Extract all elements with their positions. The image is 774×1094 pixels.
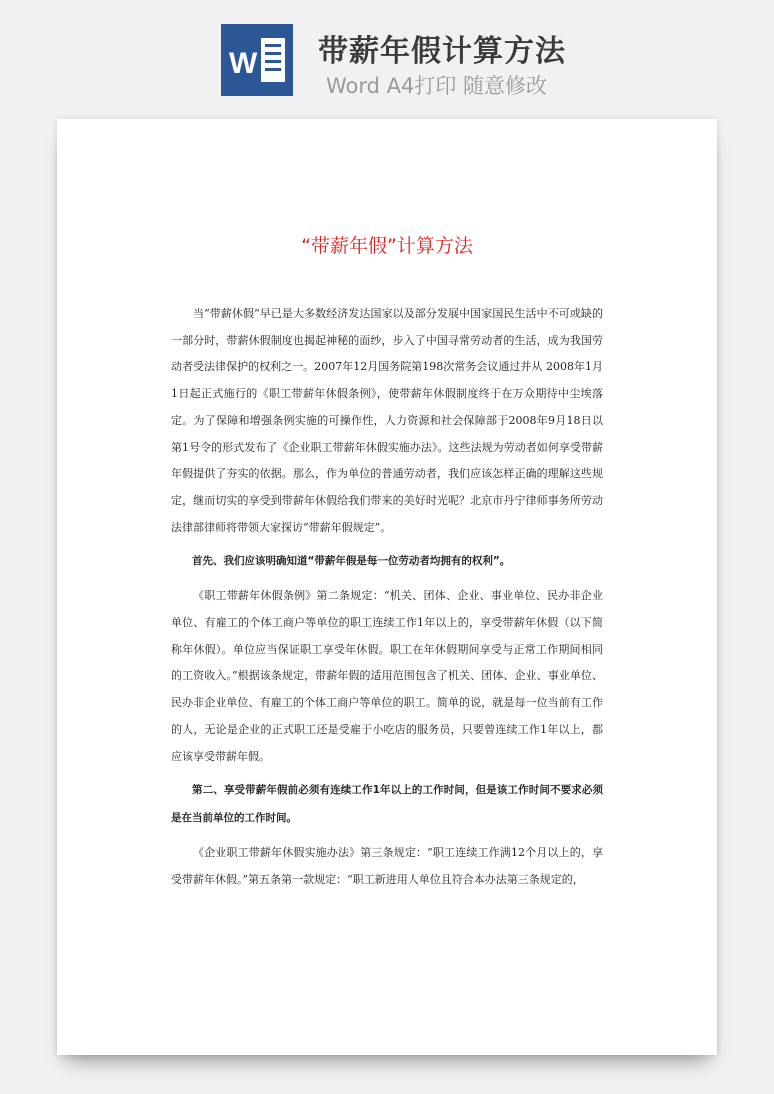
paragraph-article-two: 《职工带薪年休假条例》第二条规定：“机关、团体、企业、事业单位、民办非企业单位、有雇工的个体工商户等单位的职工连续工作1年以上的，享受带薪年休假（以下简称年休假）。单位应当保证职工享受年休假。职工在年休假期间享受与正常工作期间相同的工资收入。”根据该条规定，带薪年假的适用范围包含了机关、团体、企业、事业单位、民办非企业单位、有雇工的个体工商户等单位的职工。简单的说，就是每一位当前有工作的人，无论是企业的正式职工还是受雇于小吃店的服务员，只要曾连续工作1年以上，都应该享受带薪年假。 [171, 589, 603, 763]
page-subtitle: Word A4打印 随意修改 [326, 74, 548, 98]
logo-letter: W [229, 47, 258, 80]
paragraph-article-three: 《企业职工带薪年休假实施办法》第三条规定：“职工连续工作满12个月以上的，享受带薪年休假。”第五条第一款规定：“职工新进用人单位且符合本办法第三条规定的， [171, 846, 603, 886]
word-logo-icon [221, 24, 293, 96]
document-body [171, 301, 603, 898]
document-page [57, 119, 717, 1055]
page-header [0, 0, 774, 110]
paragraph-heading-first: 首先、我们应该明确知道“带薪年假是每一位劳动者均拥有的权利”。 [192, 555, 511, 568]
paragraph-heading-second: 第二、享受带薪年假前必须有连续工作1年以上的工作时间，但是该工作时间不要求必须是在当前单位的工作时间。 [171, 784, 603, 825]
document-title: “带薪年假”计算方法 [301, 235, 473, 257]
paragraph-intro: 当“带薪休假”早已是大多数经济发达国家以及部分发展中国家国民生活中不可或缺的一部分时，带薪休假制度也揭起神秘的面纱，步入了中国寻常劳动者的生活，成为我国劳动者受法律保护的权利之一。2007年12月国务院第198次常务会议通过并从 2008年1月1日起正式施行的《职工带薪年休假条例》，使带薪年休假制度终于在万众期待中尘埃落定。为了保障和增强条例实施的可操作性，人力资源和社会保障部于2008年9月18日以第1号令的形式发布了《企业职工带薪年休假实施办法》。这些法规为劳动者如何享受带薪年假提供了夯实的依据。那么，作为单位的普通劳动者，我们应该怎样正确的理解这些规定，继而切实的享受到带薪年休假给我们带来的美好时光呢？北京市丹宁律师事务所劳动法律部律师将带领大家探访“带薪年假规定”。 [171, 307, 603, 534]
page-title: 带薪年假计算方法 [318, 34, 566, 69]
